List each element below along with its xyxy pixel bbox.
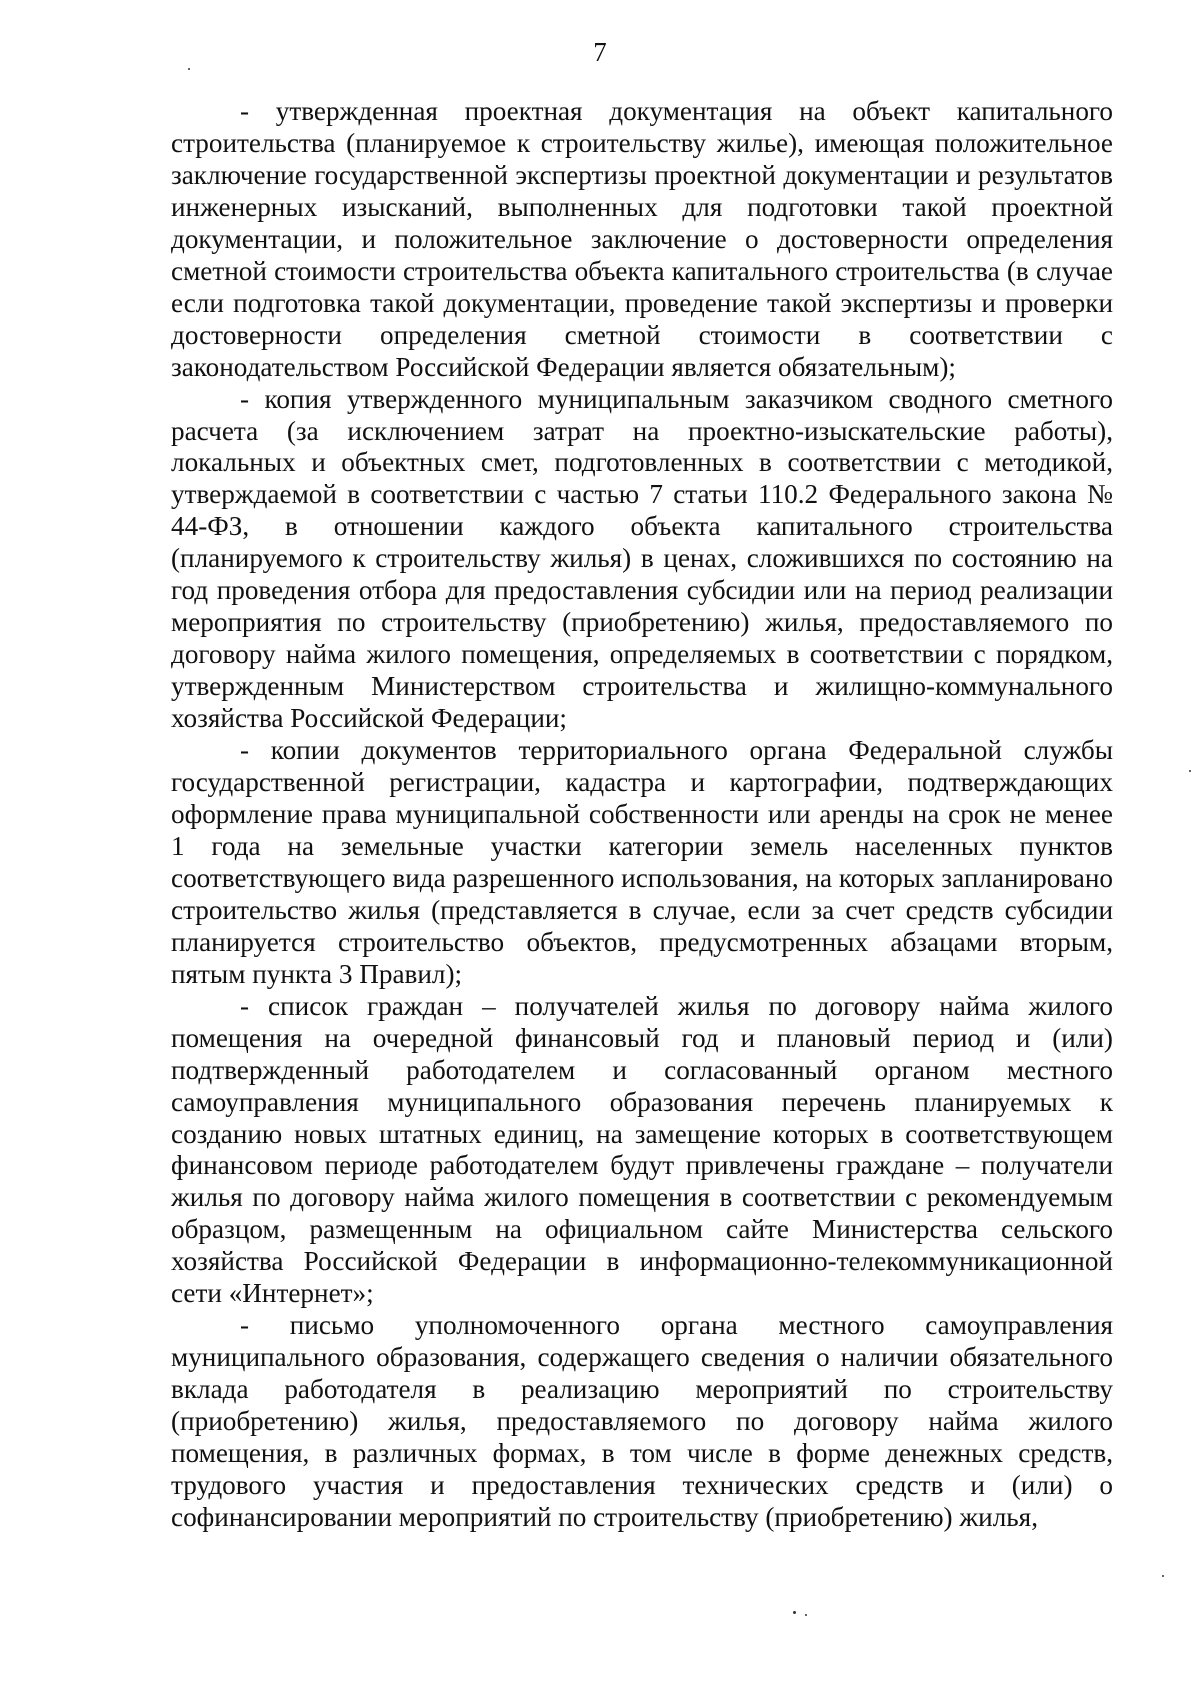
paragraph-employer-contribution-letter: - письмо уполномоченного органа местного самоуправления муниципального образования, содержащего сведения о наличии обязательного вклада работодателя в реализацию мероприятий по строительству (приобретению) жилья, предоставляемого по договору найма жилого помещения, в различных формах, в том числе в форме денежных средств, трудового участия и предоставления технических средств и (или) о софинансировании мероприятий по строительству (приобретению) жилья,: [171, 1310, 1113, 1532]
scan-speck: [1189, 770, 1191, 772]
document-body: [171, 96, 1113, 1534]
scan-speck: [793, 1611, 796, 1614]
paragraph-approved-design-documentation: - утвержденная проектная документация на объект капитального строительства (планируемое к строительству жилье), имеющая положительное заключение государственной экспертизы проектной документации и результатов инженерных изысканий, выполненных для подготовки такой проектной документации, и положительное заключение о достоверности определения сметной стоимости строительства объекта капитального строительства (в случае если подготовка такой документации, проведение такой экспертизы и проверки достоверности определения сметной стоимости в соответствии с законодательством Российской Федерации является обязательным);: [171, 96, 1113, 382]
scan-speck: [805, 1614, 807, 1616]
scan-speck: [1162, 1575, 1164, 1577]
page-number: 7: [593, 37, 607, 67]
paragraph-estimate-copy: - копия утвержденного муниципальным заказчиком сводного сметного расчета (за исключением затрат на проектно-изыскательские работы), локальных и объектных смет, подготовленных в соответствии с методикой, утверждаемой в соответствии с частью 7 статьи 110.2 Федерального закона № 44-ФЗ, в отношении каждого объекта капитального строительства (планируемого к строительству жилья) в ценах, сложившихся по состоянию на год проведения отбора для предоставления субсидии или на период реализации мероприятия по строительству (приобретению) жилья, предоставляемого по договору найма жилого помещения, определяемых в соответствии с порядком, утвержденным Министерством строительства и жилищно-коммунального хозяйства Российской Федерации;: [171, 383, 1113, 734]
scan-speck: [188, 68, 190, 70]
paragraph-land-rights-documents: - копии документов территориального органа Федеральной службы государственной регистрации, кадастра и картографии, подтверждающих оформление права муниципальной собственности или аренды на срок не менее 1 года на земельные участки категории земель населенных пунктов соответствующего вида разрешенного использования, на которых запланировано строительство жилья (представляется в случае, если за счет средств субсидии планируется строительство объектов, предусмотренных абзацами вторым, пятым пункта 3 Правил);: [171, 735, 1113, 989]
paragraph-citizens-list: - список граждан – получателей жилья по договору найма жилого помещения на очередной финансовый год и плановый период и (или) подтвержденный работодателем и согласованный органом местного самоуправления муниципального образования перечень планируемых к созданию новых штатных единиц, на замещение которых в соответствующем финансовом периоде работодателем будут привлечены граждане – получатели жилья по договору найма жилого помещения в соответствии с рекомендуемым образцом, размещенным на официальном сайте Министерства сельского хозяйства Российской Федерации в информационно-телекоммуникационной сети «Интернет»;: [171, 990, 1113, 1309]
